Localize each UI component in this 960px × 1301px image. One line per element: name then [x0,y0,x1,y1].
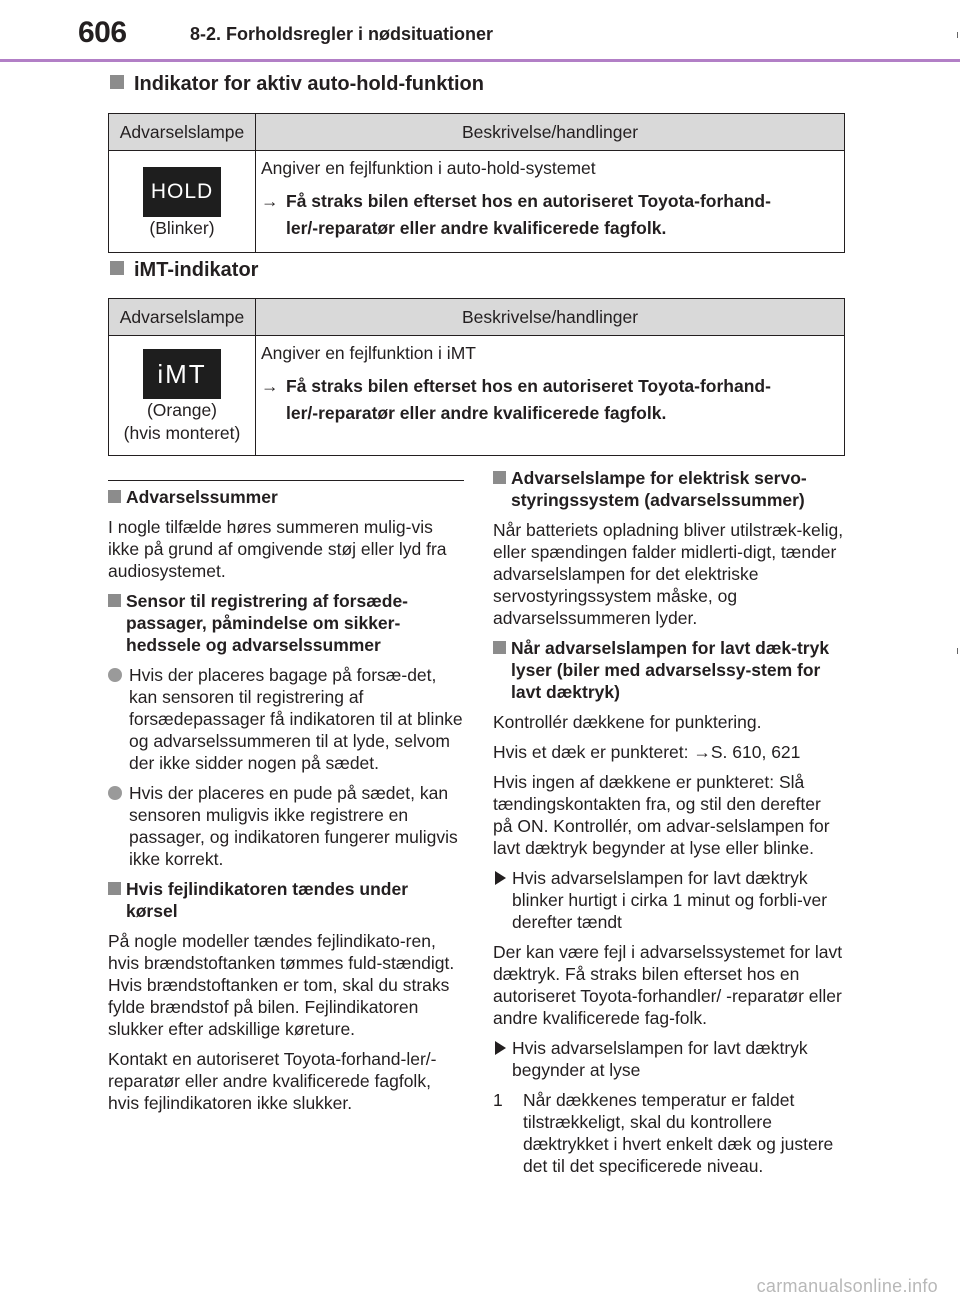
triangle-bullet-icon [495,871,506,885]
triangle-item-text: Hvis advarselslampen for lavt dæktryk begynder at lyse [512,1038,808,1080]
table-row [109,151,845,253]
lamp-note: (hvis monteret) [123,422,241,443]
auto-hold-warning-icon: HOLD [143,167,221,217]
left-column [108,480,464,1122]
paragraph: Når batteriets opladning bliver utilstræk-kelig, eller spændingen falder midlerti-digt, tænder advarselslampen for det elektriske servostyringssystem måske, og advarselssummeren lyder. [493,520,844,628]
paragraph: Kontrollér dækkene for punktering. [493,712,762,732]
paragraph [493,741,845,763]
paragraph: I nogle tilfælde høres summeren mulig-vis ikke på grund af omgivende støj eller lyd fra audiosystemet. [108,517,447,581]
paragraph-text: Hvis et dæk er punkteret: [493,742,694,762]
subheading [493,637,845,703]
subheading-text: Sensor til registrering af forsæde-passager, påmindelse om sikker-hedssele og advarselssummer [126,591,409,655]
subheading [108,486,464,508]
bullet-text: Hvis der placeres bagage på forsæ-det, kan sensoren til registrering af forsædepassager få indikatoren til at blinke og advarselssummeren til at lyde, selvom der ikke sidder nogen på sædet. [129,665,463,773]
description-cell [256,151,845,253]
bullet-text: Hvis der placeres en pude på sædet, kan sensoren muligvis ikke registrere en passager, og indikatoren fungerer muligvis ikke korrekt. [129,783,458,869]
subheading-text: Når advarselslampen for lavt dæk-tryk lyser (biler med advarselssy-stem for lavt dæktryk) [511,638,830,702]
circle-bullet-icon [108,786,122,800]
subheading-text: Advarselssummer [126,487,278,507]
action-line-2: ler/-reparatør eller andre kvalificerede fagfolk. [286,402,667,423]
description-cell [256,336,845,456]
lamp-cell [109,151,256,253]
column-rule [108,480,464,481]
table-header-row [109,114,845,151]
lamp-note: (Blinker) [149,217,215,238]
right-column [493,467,845,1185]
paragraph: På nogle modeller tændes fejlindikato-ren, hvis brændstoftanken tømmes fuld-stændigt. Hvis brændstoftanken er tom, skal du straks fylde brændstof på bilen. Fejlindikatoren slukker efter adskillige køreture. [108,931,455,1039]
description-text: Angiver en fejlfunktion i iMT [261,343,476,363]
page-number: 606 [78,16,127,49]
action-text [261,373,836,427]
header-rule [0,59,960,62]
page-header [0,0,960,62]
crop-mark [957,32,958,38]
lamp-note: (Orange) [146,400,218,420]
square-bullet-icon [108,882,121,895]
hold-heading-text: Indikator for aktiv auto-hold-funktion [134,73,484,95]
subheading-text: Advarselslampe for elektrisk servo-styringssystem (advarselssummer) [511,468,807,510]
triangle-item [493,867,845,933]
hold-heading [110,73,484,96]
table-header-row [109,299,845,336]
action-line-1: Få straks bilen efterset hos en autoriseret Toyota-forhand- [286,375,771,396]
bullet-item [108,782,464,870]
square-bullet-icon [493,471,506,484]
imt-heading-text: iMT-indikator [134,259,259,281]
subheading [108,878,464,922]
square-bullet-icon [110,75,124,89]
arrow-right-icon: → [261,375,279,396]
paragraph: Kontakt en autoriseret Toyota-forhand-ler/-reparatør eller andre kvalificerede fagfolk, hvis fejlindikatoren ikke slukker. [108,1049,437,1113]
lamp-cell [109,336,256,456]
table-row [109,336,845,456]
arrow-right-icon: → [261,190,279,211]
paragraph: Hvis ingen af dækkene er punkteret: Slå tændingskontakten fra, og stil den derefter på ON. Kontrollér, om advar-selslampen for lavt dæktryk begynder at lyse eller blinke. [493,772,830,858]
square-bullet-icon [493,641,506,654]
crop-mark [957,648,958,654]
hold-warning-table [108,113,845,253]
square-bullet-icon [108,594,121,607]
square-bullet-icon [110,261,124,275]
step-number: 1 [493,1090,503,1110]
triangle-item-text: Hvis advarselslampen for lavt dæktryk blinker hurtigt i cirka 1 minut og forbli-ver derefter tændt [512,868,828,932]
step-text: Når dækkenes temperatur er faldet tilstrækkeligt, skal du kontrollere dæktrykket i hvert enkelt dæk og justere det til det specificerede niveau. [523,1090,834,1176]
numbered-step [493,1089,845,1177]
imt-warning-table [108,298,845,456]
imt-heading [110,259,258,282]
col-desc-header: Beskrivelse/handlinger [256,299,845,336]
col-desc-header: Beskrivelse/handlinger [256,114,845,151]
imt-indicator-icon: iMT [143,349,221,399]
subheading [493,467,845,511]
action-line-2: ler/-reparatør eller andre kvalificerede fagfolk. [286,217,667,238]
subheading [108,590,464,656]
section-title: 8-2. Forholdsregler i nødsituationer [190,24,494,44]
col-lamp-header: Advarselslampe [109,299,256,336]
page-reference-link[interactable]: S. 610, 621 [710,742,801,762]
action-text [261,188,836,242]
circle-bullet-icon [108,668,122,682]
paragraph: Der kan være fejl i advarselssystemet for lavt dæktryk. Få straks bilen efterset hos en autoriseret Toyota-forhandler/ -reparatør eller andre kvalificerede fag-folk. [493,942,843,1028]
col-lamp-header: Advarselslampe [109,114,256,151]
triangle-item [493,1037,845,1081]
action-line-1: Få straks bilen efterset hos en autoriseret Toyota-forhand- [286,190,771,211]
footer-watermark: carmanualsonline.info [756,1276,938,1296]
description-text: Angiver en fejlfunktion i auto-hold-systemet [261,158,596,178]
square-bullet-icon [108,490,121,503]
triangle-bullet-icon [495,1041,506,1055]
subheading-text: Hvis fejlindikatoren tændes under kørsel [126,879,408,921]
arrow-right-icon: → [693,742,711,762]
bullet-item [108,664,464,774]
